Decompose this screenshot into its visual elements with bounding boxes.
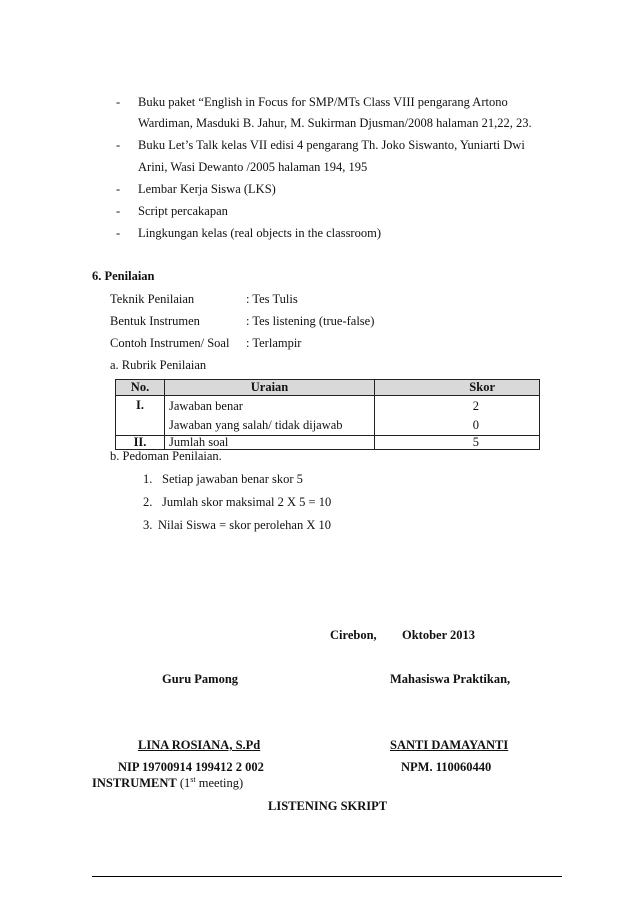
guide-number: 1. [143,472,153,486]
left-signer-role: Guru Pamong [162,672,239,686]
list-dash: - [116,95,121,109]
guide-title: b. Pedoman Penilaian. [110,449,222,463]
table-header-row [116,380,540,396]
row-number: I. [116,396,165,436]
assessment-value: : Tes listening (true-false) [246,314,375,328]
resource-item-4: Script percakapan [138,204,228,218]
rubric-table [115,379,540,450]
right-signer-id: NPM. 110060440 [401,760,492,774]
signature-date: Oktober 2013 [402,628,476,642]
guide-number: 3. [143,518,153,532]
rubric-title: a. Rubrik Penilaian [110,358,207,372]
guide-item: Setiap jawaban benar skor 5 [162,472,303,486]
left-signer-name: LINA ROSIANA, S.Pd [138,738,261,752]
row-text: Jawaban yang salah/ tidak dijawab [169,418,343,432]
meeting-close: meeting) [195,776,244,791]
list-dash: - [116,204,121,218]
meeting-open: (1 [179,776,191,791]
row-text: Jumlah soal [165,436,375,450]
column-header-no: No. [116,380,165,396]
list-dash: - [116,182,121,196]
column-header-skor: Skor [375,380,540,396]
guide-item: Nilai Siswa = skor perolehan X 10 [158,518,331,532]
assessment-label: Bentuk Instrumen [110,314,200,328]
guide-number: 2. [143,495,153,509]
table-row [116,436,540,450]
right-signer-role: Mahasiswa Praktikan, [390,672,511,686]
left-signer-id: NIP 19700914 199412 2 002 [118,760,264,774]
resource-item-1-line1: Buku paket “English in Focus for SMP/MTs Class VIII pengarang Artono [138,95,508,109]
instrument-label: INSTRUMENT [92,776,177,791]
resource-item-2-line2: Arini, Wasi Dewanto /2005 halaman 194, 195 [138,160,368,174]
list-dash: - [116,226,121,240]
assessment-label: Contoh Instrumen/ Soal [110,336,230,350]
guide-item: Jumlah skor maksimal 2 X 5 = 10 [162,495,332,509]
signature-place: Cirebon, [330,628,377,642]
score-value: 2 [472,399,479,413]
score-value: 0 [472,418,479,432]
row-description [165,396,375,436]
table-row [116,396,540,436]
right-signer-name: SANTI DAMAYANTI [390,738,509,752]
resource-item-2-line1: Buku Let’s Talk kelas VII edisi 4 pengarang Th. Joko Siswanto, Yuniarti Dwi [138,138,525,152]
section-heading-penilaian: 6. Penilaian [92,269,155,283]
instrument-heading [92,775,243,791]
resource-item-3: Lembar Kerja Siswa (LKS) [138,182,276,196]
row-text: Jawaban benar [169,399,243,413]
meeting-superscript: st [190,775,196,784]
listening-script-title: LISTENING SKRIPT [268,799,388,813]
assessment-value: : Terlampir [246,336,302,350]
list-dash: - [116,138,121,152]
resource-item-5: Lingkungan kelas (real objects in the classroom) [138,226,381,240]
page-bottom-divider [92,876,562,877]
resource-item-1-line2: Wardiman, Masduki B. Jahur, M. Sukirman Djusman/2008 halaman 21,22, 23. [138,116,532,130]
column-header-uraian: Uraian [165,380,375,396]
row-number: II. [116,436,165,450]
assessment-value: : Tes Tulis [246,292,298,306]
row-score [375,396,540,436]
score-value: 5 [375,436,540,450]
assessment-label: Teknik Penilaian [110,292,195,306]
